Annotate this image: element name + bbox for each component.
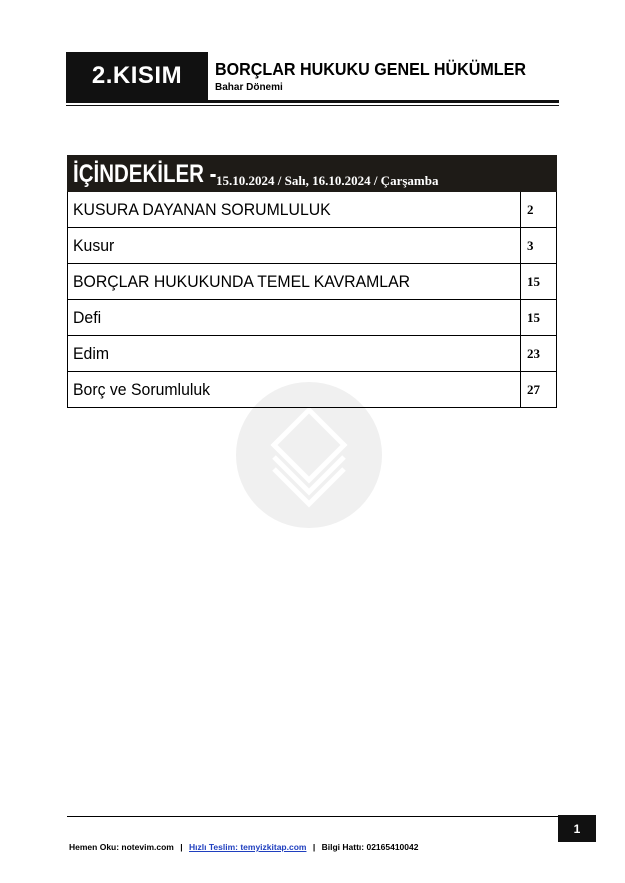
toc-item-page: 23 — [527, 345, 540, 361]
toc-row[interactable] — [68, 264, 556, 300]
toc-row[interactable] — [68, 192, 556, 228]
toc-item-page: 2 — [527, 201, 534, 217]
header-rule-thick — [66, 100, 559, 103]
toc-item-label: Defi — [73, 307, 102, 327]
toc-item-label: Kusur — [73, 235, 115, 255]
toc-item-label: Borç ve Sorumluluk — [73, 379, 211, 399]
header-title: BORÇLAR HUKUKU GENEL HÜKÜMLER — [215, 59, 526, 79]
footer-separator: | — [312, 842, 316, 852]
toc-item-page: 15 — [527, 309, 540, 325]
toc-item-page: 15 — [527, 273, 540, 289]
toc-rows — [67, 192, 557, 408]
toc-row[interactable] — [68, 336, 556, 372]
part-label: 2.KISIM — [66, 52, 208, 100]
toc-row[interactable] — [68, 372, 556, 408]
table-of-contents — [67, 155, 557, 408]
header-subtitle: Bahar Dönemi — [215, 82, 283, 93]
page-header — [66, 52, 559, 108]
toc-item-label: KUSURA DAYANAN SORUMLULUK — [73, 199, 331, 219]
toc-item-label: Edim — [73, 343, 110, 363]
toc-row[interactable] — [68, 228, 556, 264]
toc-item-page: 3 — [527, 237, 534, 253]
footer-separator: | — [180, 842, 183, 852]
toc-item-page: 27 — [527, 381, 540, 397]
footer-hotline: Bilgi Hattı: 02165410042 — [321, 842, 419, 852]
footer-rule — [67, 816, 558, 817]
toc-dates: 15.10.2024 / Salı, 16.10.2024 / Çarşamba — [216, 173, 439, 188]
footer-delivery-link[interactable]: Hızlı Teslim: temyizkitap.com — [189, 842, 307, 852]
header-rule-thin — [66, 105, 559, 106]
toc-header — [67, 155, 557, 192]
footer-info — [69, 842, 418, 852]
toc-heading: İÇİNDEKİLER - — [73, 160, 217, 188]
toc-item-label: BORÇLAR HUKUKUNDA TEMEL KAVRAMLAR — [73, 271, 411, 291]
page-number: 1 — [558, 815, 596, 842]
toc-row[interactable] — [68, 300, 556, 336]
footer-read-label: Hemen Oku: notevim.com — [69, 842, 174, 852]
